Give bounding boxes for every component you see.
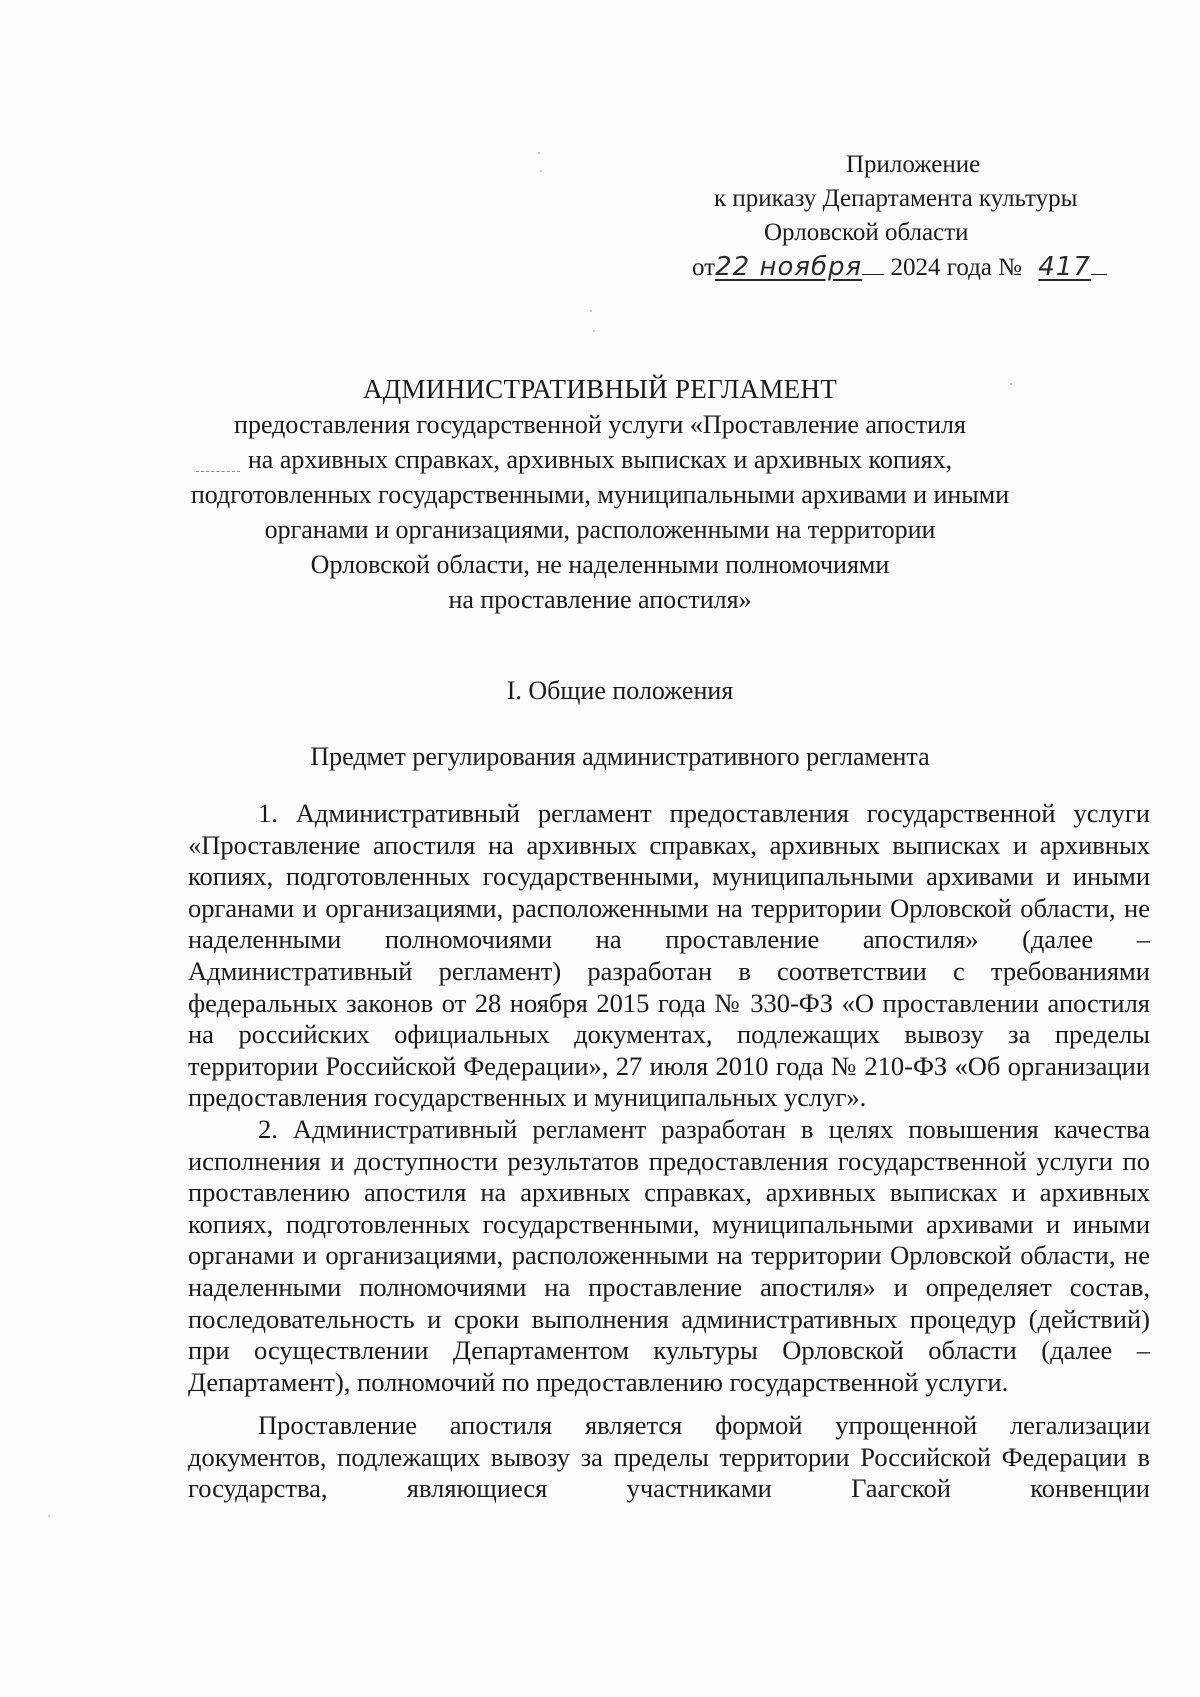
title-line: органами и организациями, расположенными на территории — [264, 515, 936, 544]
year-text: 2024 года № — [890, 254, 1023, 281]
paragraph-3: Проставление апостиля является формой упрощенной легализации документов, подлежащих вывозу за пределы территории Российской Федерации в государства, являющиеся участниками Гаагской конвенции — [188, 1410, 1150, 1504]
paragraph-2: 2. Административный регламент разработан в целях повышения качества исполнения и доступности результатов предоставления государственной услуги по проставлению апостиля на архивных справках, архивных выписках и архивных копиях, подготовленных государственными, муниципальными архивами и иными органами и организациями, расположенными на территории Орловской области, не наделенными полномочиями на проставление апостиля» и определяет состав, последовательность и сроки выполнения административных процедур (действий) при осуществлении Департаментом культуры Орловской области (далее – Департамент), полномочий по предоставлению государственной услуги. — [188, 1113, 1150, 1397]
scan-speck — [48, 1515, 50, 1517]
appendix-date-line — [692, 250, 1107, 285]
scan-speck — [538, 152, 540, 154]
title-line: на архивных справках, архивных выписках и архивных копиях, — [247, 445, 953, 474]
appendix-region: Орловской области — [764, 219, 969, 246]
paragraph-1: 1. Административный регламент предоставления государственной услуги «Проставление апостиля на архивных справках, архивных выписках и архивных копиях, подготовленных государственными, муниципальными архивами и иными органами и организациями, расположенными на территории Орловской области, не наделенными полномочиями на проставление апостиля» (далее – Административный регламент) разработан в соответствии с требованиями федеральных законов от 28 ноября 2015 года № 330-ФЗ «О проставлении апостиля на российских официальных документах, подлежащих вывозу за пределы территории Российской Федерации», 27 июля 2010 года № 210-ФЗ «Об организации предоставления государственных и муниципальных услуг». — [188, 798, 1150, 1113]
title-line: подготовленных государственными, муниципальными архивами и иными — [190, 480, 1010, 509]
scan-speck — [540, 170, 542, 172]
scan-speck — [593, 330, 595, 332]
subsection-heading: Предмет регулирования административного регламента — [310, 742, 930, 771]
handwritten-date: 22 ноября — [715, 252, 863, 282]
scan-speck — [590, 310, 592, 312]
document-title — [150, 372, 1050, 617]
section-heading: I. Общие положения — [506, 676, 734, 705]
appendix-order-ref: к приказу Департамента культуры — [714, 185, 1078, 212]
title-main: АДМИНИСТРАТИВНЫЙ РЕГЛАМЕНТ — [362, 374, 838, 404]
title-line: на проставление апостиля» — [448, 585, 752, 614]
number-underline — [1091, 274, 1107, 275]
title-line: предоставления государственной услуги «Проставление апостиля — [234, 410, 966, 439]
title-line: Орловской области, не наделенными полномочиями — [310, 550, 890, 579]
date-prefix: от — [692, 254, 716, 281]
date-underline — [862, 274, 884, 275]
document-body — [188, 798, 1150, 1505]
paragraph-gap — [188, 1398, 1150, 1410]
appendix-title: Приложение — [846, 151, 981, 178]
handwritten-number: 417 — [1038, 252, 1091, 282]
